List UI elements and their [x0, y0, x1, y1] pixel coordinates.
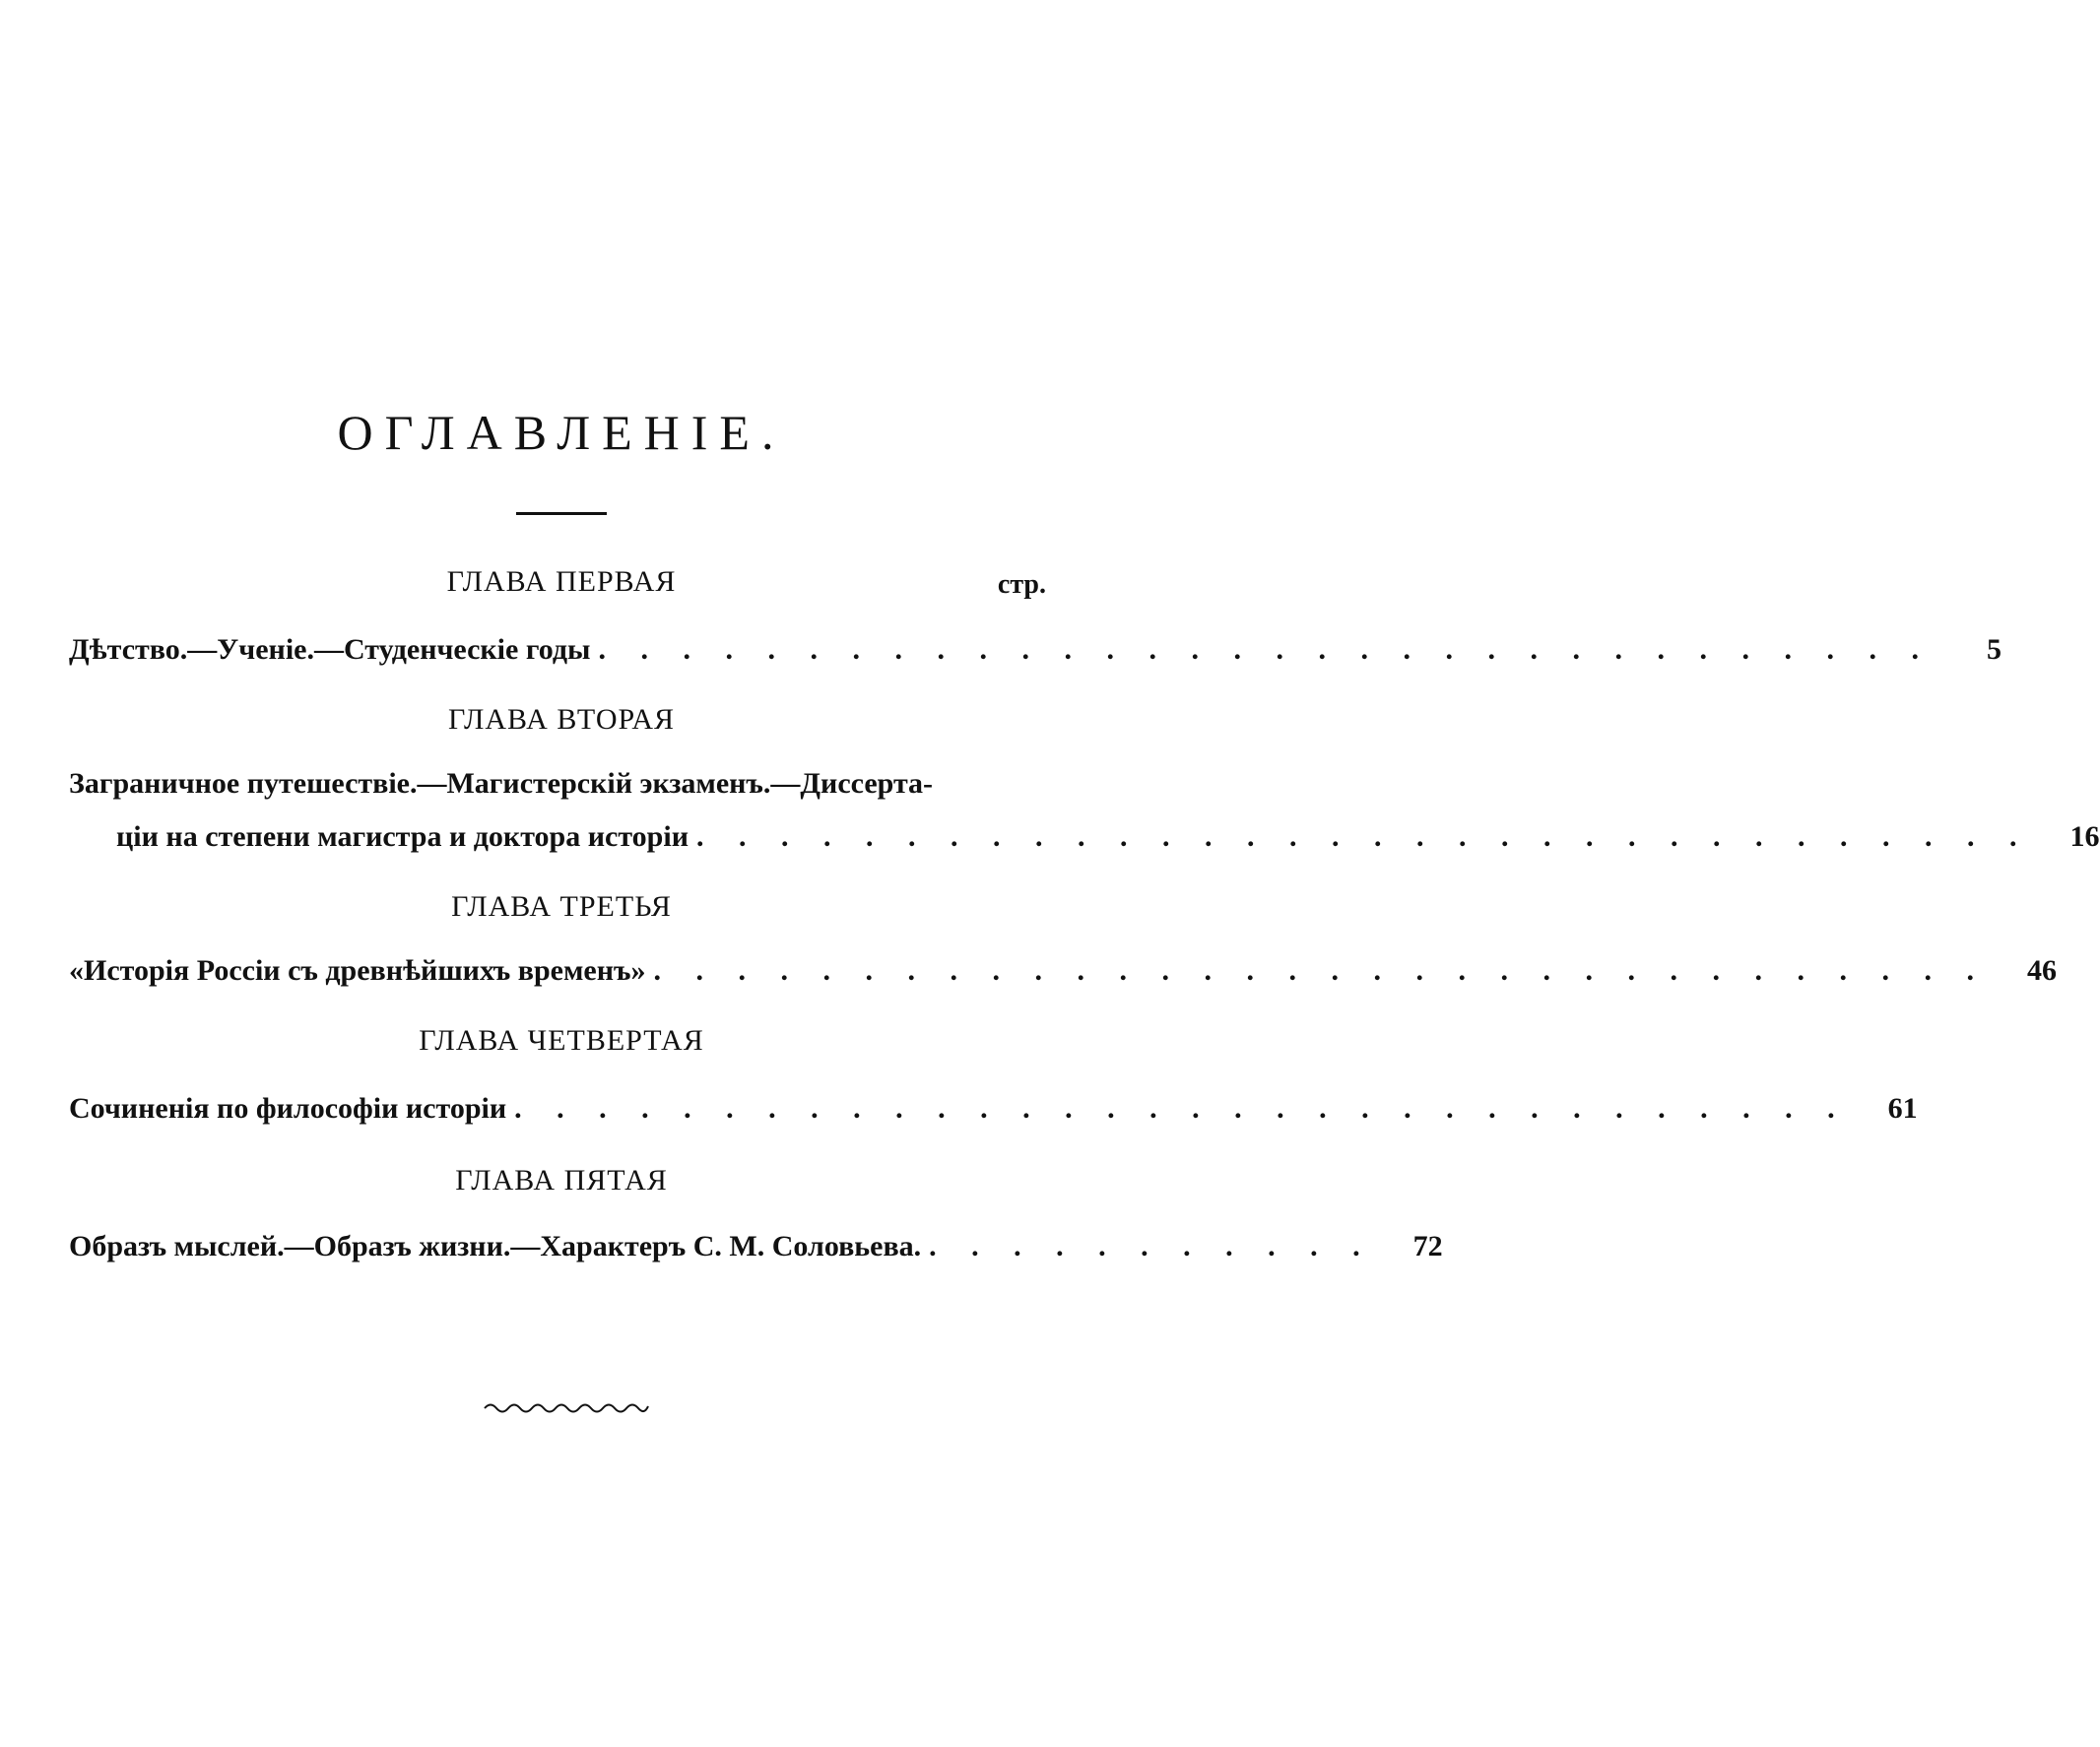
- chapter-heading-2: ГЛАВА ВТОРАЯ: [447, 703, 676, 736]
- page-title: ОГЛАВЛЕНІЕ.: [337, 405, 786, 460]
- toc-entry-text: Сочиненія по философіи исторіи: [69, 1092, 507, 1125]
- toc-page-number: 61: [1887, 1092, 1918, 1125]
- toc-page-number: 5: [1986, 633, 2002, 666]
- toc-entry-text-continued: ціи на степени магистра и доктора исторіи: [116, 820, 689, 853]
- toc-page-number: 72: [1412, 1230, 1443, 1262]
- toc-entry-4[interactable]: [69, 1089, 1918, 1129]
- title-divider: [516, 512, 607, 515]
- toc-entry-text: Образъ мыслей.—Образъ жизни.—Характеръ С. М. Соловьева.: [69, 1230, 922, 1262]
- chapter-heading-1: ГЛАВА ПЕРВАЯ: [446, 565, 677, 598]
- chapter-heading-3: ГЛАВА ТРЕТЬЯ: [451, 890, 672, 923]
- leader-dots: . . . . . . . . . . .: [929, 1230, 1374, 1262]
- leader-dots: . . . . . . . . . . . . . . . . . . . . . . . . . . . . . . . .: [653, 954, 1989, 987]
- page-column-label: стр.: [997, 569, 1046, 600]
- leader-dots: . . . . . . . . . . . . . . . . . . . . . . . . . . . . . . . .: [696, 820, 2031, 853]
- chapter-heading-5: ГЛАВА ПЯТАЯ: [455, 1164, 668, 1197]
- toc-entry-text: «Исторія Россіи съ древнѣйшихъ временъ»: [69, 954, 646, 987]
- toc-page-number: 46: [2027, 954, 2058, 987]
- leader-dots: . . . . . . . . . . . . . . . . . . . . . . . . . . . . . . . .: [598, 633, 1933, 666]
- toc-entry-5[interactable]: [69, 1227, 1443, 1266]
- chapter-heading-4: ГЛАВА ЧЕТВЕРТАЯ: [419, 1024, 704, 1057]
- toc-entry-1[interactable]: [69, 630, 2002, 670]
- wavy-ornament-divider: [483, 1398, 650, 1414]
- toc-entry-text: Заграничное путешествіе.—Магистерскій экзаменъ.—Диссерта-: [69, 767, 934, 800]
- leader-dots: . . . . . . . . . . . . . . . . . . . . . . . . . . . . . . . .: [514, 1092, 1849, 1125]
- toc-entry-3[interactable]: [69, 951, 2058, 991]
- toc-page-number: 16: [2069, 820, 2100, 853]
- toc-entry-2[interactable]: [69, 764, 2100, 857]
- toc-entry-text: Дѣтство.—Ученіе.—Студенческіе годы: [69, 633, 591, 666]
